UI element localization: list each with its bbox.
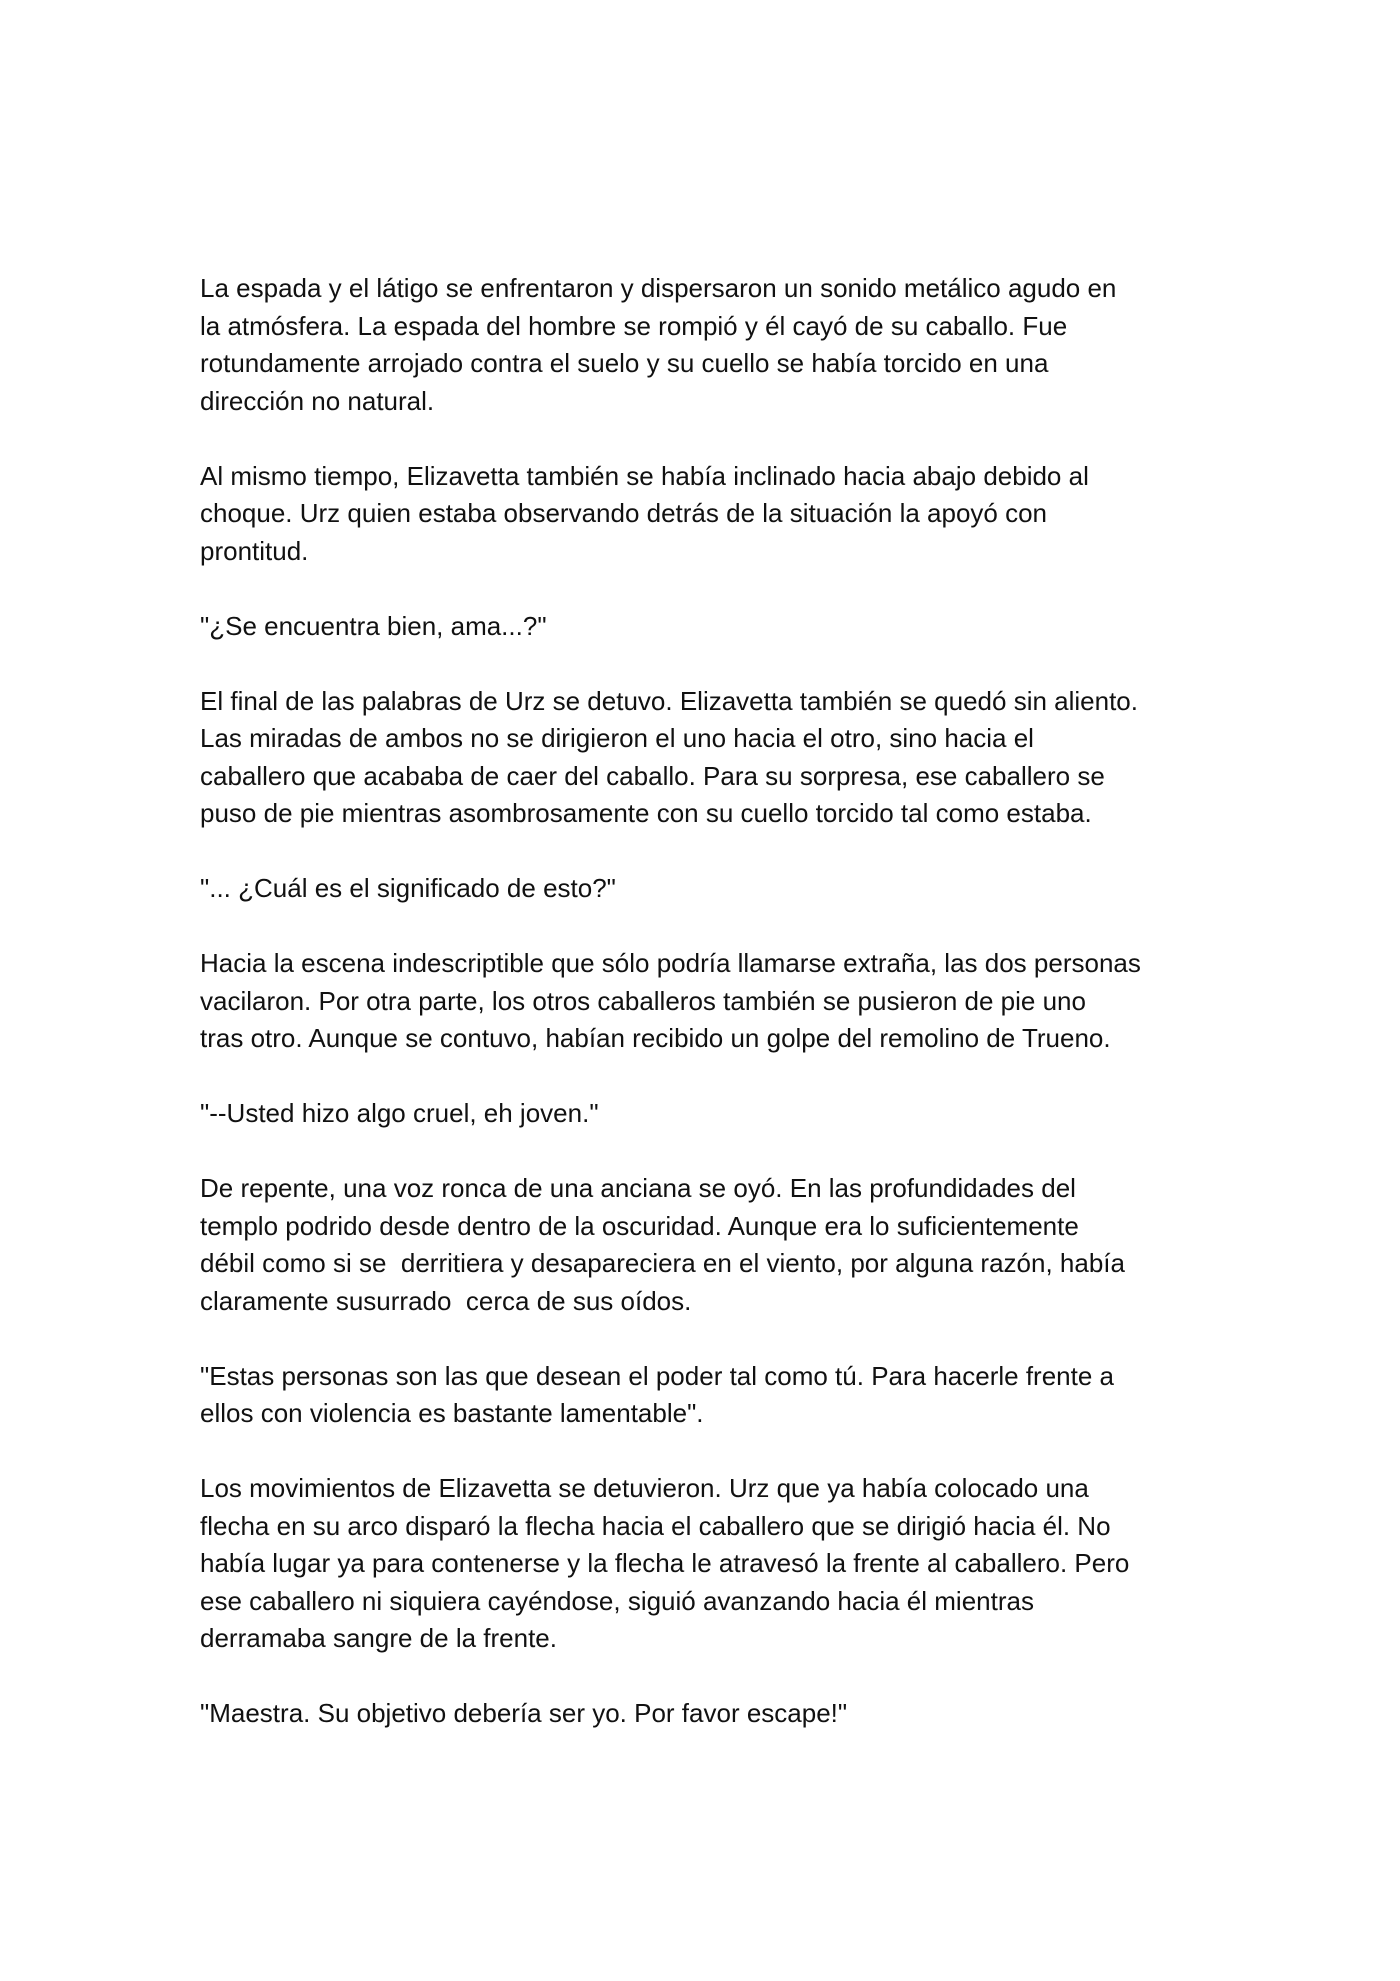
text-line: ellos con violencia es bastante lamentable". bbox=[200, 1398, 704, 1428]
text-line: ese caballero ni siquiera cayéndose, siguió avanzando hacia él mientras bbox=[200, 1585, 1034, 1616]
text-line: Hacia la escena indescriptible que sólo podría llamarse extraña, las dos personas bbox=[200, 948, 1141, 978]
dialogue-paragraph bbox=[200, 1358, 1210, 1433]
text-line: "... ¿Cuál es el significado de esto?" bbox=[200, 873, 616, 903]
text-line: templo podrido desde dentro de la oscuridad. Aunque era lo suficientemente bbox=[200, 1210, 1079, 1241]
dialogue-paragraph bbox=[200, 870, 1210, 908]
document-body bbox=[200, 270, 1210, 1770]
text-line: tras otro. Aunque se contuvo, habían recibido un golpe del remolino de Trueno. bbox=[200, 1023, 1111, 1053]
text-line: vacilaron. Por otra parte, los otros caballeros también se pusieron de pie uno bbox=[200, 985, 1086, 1016]
paragraph bbox=[200, 458, 1210, 571]
paragraph bbox=[200, 945, 1210, 1058]
text-line: Los movimientos de Elizavetta se detuvieron. Urz que ya había colocado una bbox=[200, 1473, 1089, 1503]
text-line: prontitud. bbox=[200, 535, 309, 566]
text-line: "Maestra. Su objetivo debería ser yo. Por favor escape!" bbox=[200, 1698, 848, 1728]
text-line: derramaba sangre de la frente. bbox=[200, 1623, 557, 1653]
text-line: había lugar ya para contenerse y la flecha le atravesó la frente al caballero. Pero bbox=[200, 1548, 1130, 1578]
dialogue-paragraph bbox=[200, 608, 1210, 646]
paragraph bbox=[200, 1170, 1210, 1320]
paragraph bbox=[200, 270, 1210, 420]
text-line: Al mismo tiempo, Elizavetta también se había inclinado hacia abajo debido al bbox=[200, 460, 1089, 491]
paragraph bbox=[200, 1470, 1210, 1658]
text-line: Las miradas de ambos no se dirigieron el uno hacia el otro, sino hacia el bbox=[200, 723, 1034, 753]
text-line: De repente, una voz ronca de una anciana se oyó. En las profundidades del bbox=[200, 1173, 1076, 1203]
text-line: caballero que acababa de caer del caballo. Para su sorpresa, ese caballero se bbox=[200, 760, 1105, 791]
paragraph bbox=[200, 683, 1210, 833]
text-line: "¿Se encuentra bien, ama...?" bbox=[200, 610, 547, 641]
text-line: dirección no natural. bbox=[200, 385, 435, 416]
dialogue-paragraph bbox=[200, 1095, 1210, 1133]
text-line: rotundamente arrojado contra el suelo y su cuello se había torcido en una bbox=[200, 348, 1049, 378]
text-line: la atmósfera. La espada del hombre se rompió y él cayó de su caballo. Fue bbox=[200, 310, 1068, 341]
text-line: puso de pie mientras asombrosamente con su cuello torcido tal como estaba. bbox=[200, 798, 1092, 828]
dialogue-paragraph bbox=[200, 1695, 1210, 1733]
text-line: El final de las palabras de Urz se detuvo. Elizavetta también se quedó sin aliento. bbox=[200, 685, 1138, 716]
text-line: La espada y el látigo se enfrentaron y dispersaron un sonido metálico agudo en bbox=[200, 273, 1117, 303]
text-line: flecha en su arco disparó la flecha hacia el caballero que se dirigió hacia él. No bbox=[200, 1510, 1111, 1541]
text-line: débil como si se derritiera y desapareciera en el viento, por alguna razón, había bbox=[200, 1248, 1125, 1278]
text-line: choque. Urz quien estaba observando detrás de la situación la apoyó con bbox=[200, 498, 1048, 528]
text-line: claramente susurrado cerca de sus oídos. bbox=[200, 1285, 692, 1316]
text-line: "Estas personas son las que desean el poder tal como tú. Para hacerle frente a bbox=[200, 1360, 1114, 1391]
text-line: "--Usted hizo algo cruel, eh joven." bbox=[200, 1098, 599, 1128]
